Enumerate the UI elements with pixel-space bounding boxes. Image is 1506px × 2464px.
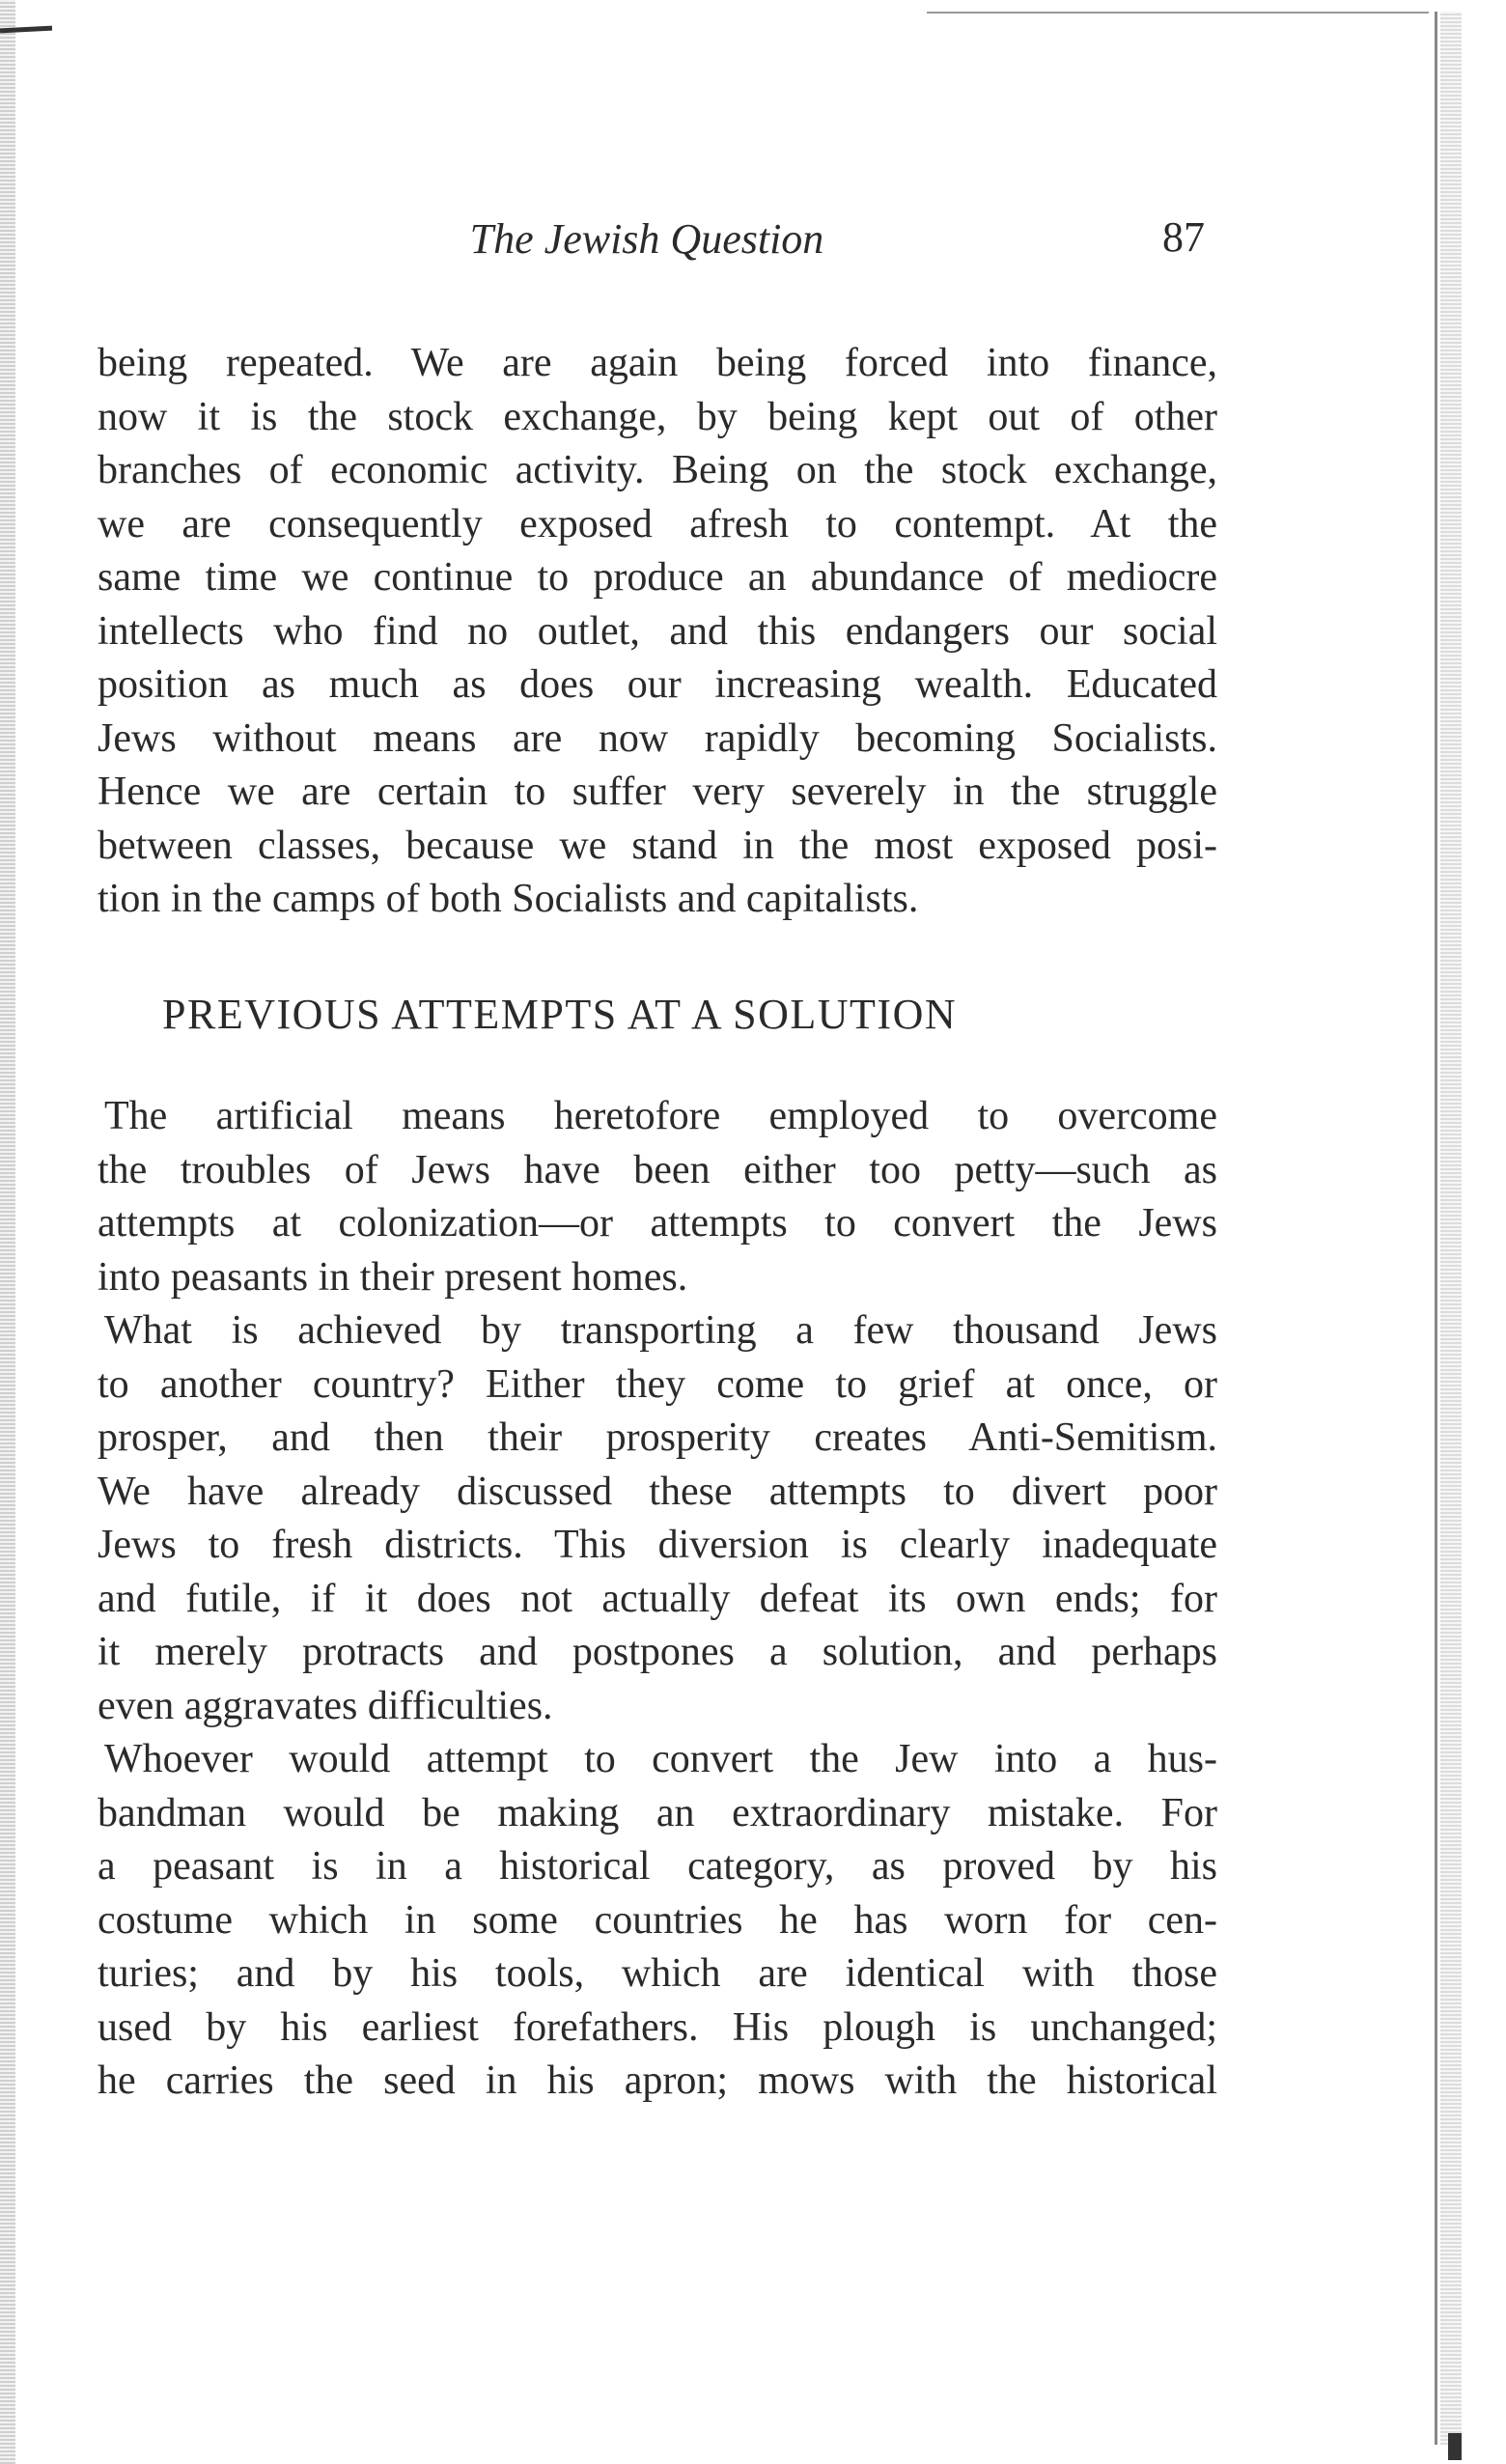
text-line: a peasant is in a historical category, as proved by his — [98, 1844, 1217, 1889]
text-line: costume which in some countries he has worn for cen- — [98, 1897, 1217, 1943]
running-title: The Jewish Question — [469, 215, 824, 263]
text-line: being repeated. We are again being forced into finance, — [98, 341, 1217, 385]
right-page-edge — [1435, 12, 1437, 2445]
text-line: branches of economic activity. Being on the stock exchange, — [98, 448, 1217, 492]
text-line: used by his earliest forefathers. His plough is unchanged; — [98, 2004, 1217, 2050]
text-line: it merely protracts and postpones a solution, and perhaps — [98, 1630, 1217, 1674]
paragraph — [98, 1304, 1217, 1733]
text-line: between classes, because we stand in the most exposed posi- — [98, 823, 1217, 868]
text-line: prosper, and then their prosperity creates Anti-Semitism. — [98, 1415, 1217, 1460]
section-heading: PREVIOUS ATTEMPTS AT A SOLUTION — [162, 991, 958, 1038]
right-page-stack — [1440, 12, 1462, 2445]
scan-bottom-mark — [1448, 2433, 1462, 2460]
page-gutter-edge — [0, 0, 15, 2464]
text-line: We have already discussed these attempts to divert poor — [98, 1469, 1217, 1514]
text-line: position as much as does our increasing wealth. Educated — [98, 662, 1217, 707]
page-number: 87 — [1162, 213, 1205, 261]
text-line: now it is the stock exchange, by being kept out of other — [98, 394, 1217, 439]
paragraph — [98, 1733, 1217, 2109]
text-line: The artificial means heretofore employed to overcome — [104, 1094, 1217, 1138]
text-line: he carries the seed in his apron; mows with the historical — [98, 2058, 1217, 2103]
text-line: tion in the camps of both Socialists and capitalists. — [98, 877, 919, 921]
text-line: Whoever would attempt to convert the Jew into a hus- — [104, 1737, 1217, 1781]
paragraph — [98, 1090, 1217, 1304]
text-line: Hence we are certain to suffer very severely in the struggle — [98, 770, 1217, 814]
top-page-edge — [927, 12, 1429, 14]
text-line: to another country? Either they come to grief at once, or — [98, 1361, 1217, 1407]
text-line: Jews without means are now rapidly becoming Socialists. — [98, 715, 1217, 761]
paragraph — [98, 337, 1217, 927]
text-line: intellects who find no outlet, and this endangers our social — [98, 608, 1217, 654]
text-line: even aggravates difficulties. — [98, 1683, 553, 1728]
text-line: What is achieved by transporting a few thousand Jews — [104, 1308, 1217, 1353]
text-line: we are consequently exposed afresh to contempt. At the — [98, 501, 1217, 546]
text-line: same time we continue to produce an abundance of mediocre — [98, 555, 1217, 600]
text-line: turies; and by his tools, which are identical with those — [98, 1951, 1217, 1996]
text-line: the troubles of Jews have been either too petty—such as — [98, 1147, 1217, 1192]
text-line: attempts at colonization—or attempts to convert the Jews — [98, 1201, 1217, 1246]
text-line: bandman would be making an extraordinary mistake. For — [98, 1790, 1217, 1835]
text-line: Jews to fresh districts. This diversion is clearly inadequate — [98, 1523, 1217, 1567]
text-line: and futile, if it does not actually defeat its own ends; for — [98, 1576, 1217, 1621]
text-line: into peasants in their present homes. — [98, 1254, 688, 1300]
